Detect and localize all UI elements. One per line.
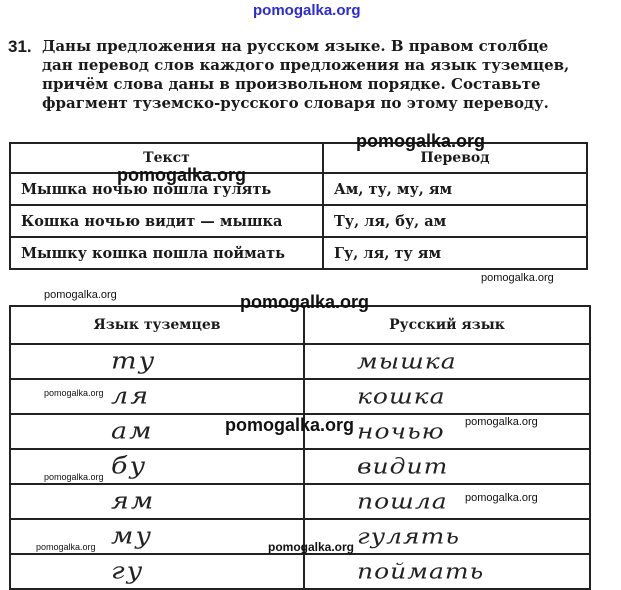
handwritten-word: ту — [111, 348, 157, 375]
watermark: pomogalka.org — [268, 540, 355, 554]
task-line: фрагмент туземско-русского словаря по этому переводу. — [42, 94, 549, 112]
watermark: pomogalka.org — [481, 272, 554, 284]
translation-cell: Ту, ля, бу, ам — [323, 205, 587, 237]
task-line: Даны предложения на русском языке. В правом столбце — [42, 37, 549, 55]
sentence-cell: Мышка ночью пошла гулять — [10, 173, 323, 205]
watermark: pomogalka.org — [465, 492, 538, 504]
table-row — [10, 344, 590, 379]
watermark-top[interactable]: pomogalka.org — [253, 2, 361, 19]
table-header-row — [10, 143, 587, 173]
russian-word-cell — [304, 379, 590, 414]
handwritten-word: ям — [111, 488, 156, 515]
table-row — [10, 205, 587, 237]
handwritten-word: гу — [111, 558, 145, 585]
native-word-cell — [10, 344, 304, 379]
watermark: pomogalka.org — [240, 292, 370, 312]
handwritten-word: ля — [111, 383, 151, 410]
watermark: pomogalka.org — [44, 472, 104, 482]
translation-cell: Гу, ля, ту ям — [323, 237, 587, 269]
handwritten-word: мышка — [357, 349, 457, 374]
native-word-cell — [10, 484, 304, 519]
column-header-russian: Русский язык — [304, 306, 590, 344]
russian-word-cell — [304, 484, 590, 519]
watermark: pomogalka.org — [465, 416, 538, 428]
native-word-cell — [10, 554, 304, 589]
sentence-cell: Кошка ночью видит — мышка — [10, 205, 323, 237]
handwritten-word: ночью — [357, 419, 445, 444]
handwritten-word: пошла — [357, 489, 448, 514]
russian-word-cell — [304, 554, 590, 589]
column-header-text: Текст — [10, 143, 323, 173]
handwritten-word: поймать — [357, 559, 485, 584]
handwritten-word: бу — [111, 453, 148, 480]
column-header-native: Язык туземцев — [10, 306, 304, 344]
task-number: 31. — [8, 37, 32, 56]
watermark: pomogalka.org — [44, 289, 117, 301]
watermark: pomogalka.org — [356, 131, 486, 151]
task-line: причём слова даны в произвольном порядке. Составьте — [42, 75, 541, 93]
watermark: pomogalka.org — [44, 388, 104, 398]
handwritten-word: гулять — [357, 524, 460, 549]
task-text — [42, 37, 569, 113]
handwritten-word: ам — [111, 418, 154, 445]
sentences-table — [9, 142, 588, 270]
watermark: pomogalka.org — [36, 542, 96, 552]
table-row — [10, 554, 590, 589]
russian-word-cell — [304, 344, 590, 379]
handwritten-word: видит — [357, 454, 449, 479]
watermark: pomogalka.org — [117, 165, 247, 185]
sentence-cell: Мышку кошка пошла поймать — [10, 237, 323, 269]
watermark: pomogalka.org — [225, 415, 355, 435]
task-line: дан перевод слов каждого предложения на язык туземцев, — [42, 56, 570, 74]
table-row — [10, 237, 587, 269]
translation-cell: Ам, ту, му, ям — [323, 173, 587, 205]
handwritten-word: му — [111, 523, 154, 550]
column-header-translation: Перевод — [323, 143, 587, 173]
russian-word-cell — [304, 449, 590, 484]
table-row — [10, 173, 587, 205]
handwritten-word: кошка — [357, 384, 446, 409]
